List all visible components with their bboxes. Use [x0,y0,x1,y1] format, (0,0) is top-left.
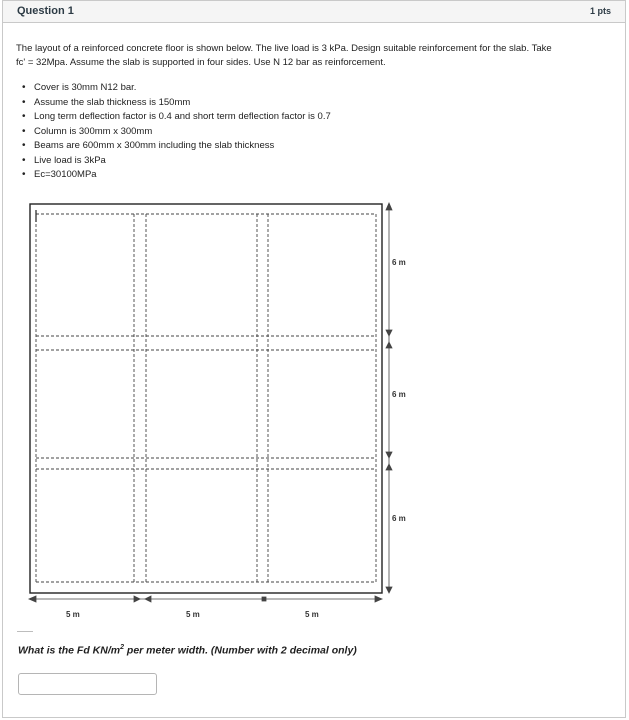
slab-panel-lines [36,214,376,582]
question-prompt [18,644,357,657]
intro-line-2: fc' = 32Mpa. Assume the slab is supported in four sides. Use N 12 bar as reinforcement. [16,57,386,68]
prompt-text-after: per meter width. (Number with 2 decimal only) [124,644,357,657]
dim-label-vertical-1: 6 m [392,258,406,267]
horizontal-dimension [29,596,382,602]
list-item: • Beams are 600mm x 300mm including the slab thickness [20,139,331,154]
answer-input[interactable] [18,673,157,695]
list-item: • Column is 300mm x 300mm [20,125,331,140]
dim-label-horizontal-3: 5 m [305,610,319,619]
intro-line-1: The layout of a reinforced concrete floor is shown below. The live load is 3 kPa. Design suitable reinforcement for the slab. Take [16,43,552,54]
dim-label-vertical-2: 6 m [392,390,406,399]
list-item: • Live load is 3kPa [20,154,331,169]
prompt-text-before: What is the Fd KN/m [18,644,121,657]
list-item: • Long term deflection factor is 0.4 and short term deflection factor is 0.7 [20,110,331,125]
list-item: • Assume the slab thickness is 150mm [20,96,331,111]
prompt-superscript: 2 [120,644,124,651]
dim-label-vertical-3: 6 m [392,514,406,523]
divider [17,631,33,632]
question-title: Question 1 [17,5,74,17]
dim-label-horizontal-2: 5 m [186,610,200,619]
dim-label-horizontal-1: 5 m [66,610,80,619]
list-item: • Cover is 30mm N12 bar. [20,81,331,96]
question-points: 1 pts [589,6,611,16]
floor-outline [30,204,382,593]
list-item: • Ec=30100MPa [20,168,331,183]
